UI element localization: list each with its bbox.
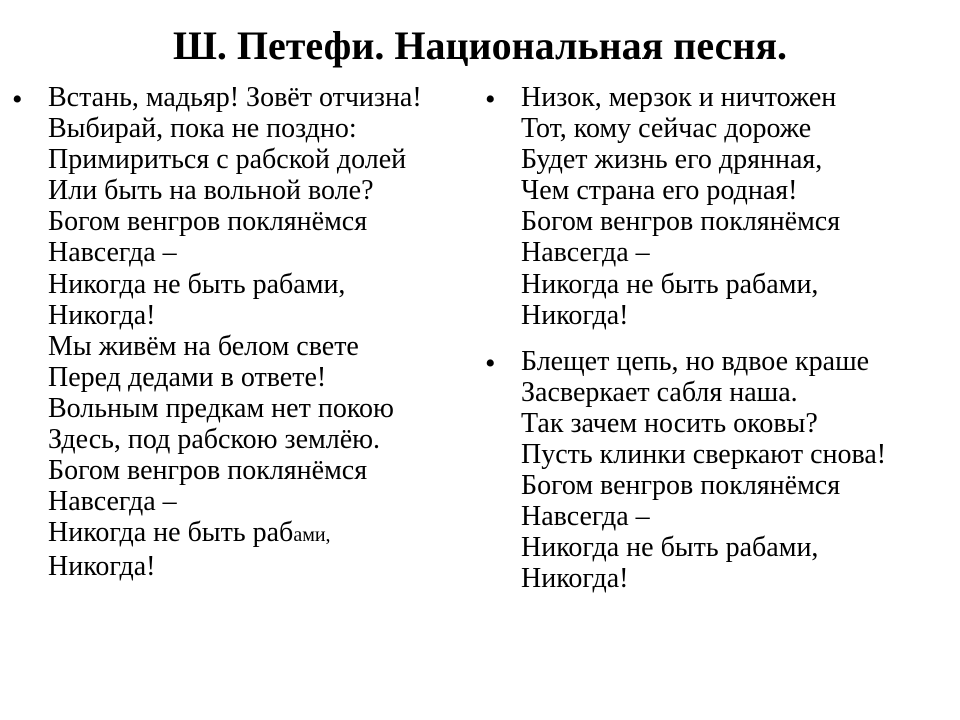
poem-line: Никогда!: [48, 299, 156, 331]
poem-line: Выбирай, пока не поздно:: [48, 113, 357, 145]
poem-line: Тот, кому сейчас дороже: [521, 113, 812, 145]
poem-line: Никогда!: [521, 563, 629, 595]
bullet-icon: •: [12, 83, 23, 116]
right-column: [483, 82, 953, 610]
poem-line: Блещет цепь, но вдвое краше: [521, 345, 870, 377]
poem-line: Так зачем носить оковы?: [521, 407, 818, 439]
poem-line: Богом венгров поклянёмся: [48, 455, 368, 487]
poem-line: Навсегда –: [48, 237, 177, 269]
stanza-right-2: [483, 346, 953, 595]
poem-line: Пусть клинки сверкают снова!: [521, 439, 887, 471]
poem-line: [48, 517, 480, 551]
poem-line: Мы живём на белом свете: [48, 330, 359, 362]
poem-line: Низок, мерзок и ничтожен: [521, 82, 837, 113]
poem-line: Никогда не быть рабами,: [521, 532, 819, 564]
bullet-icon: •: [485, 346, 496, 380]
poem-line: Будет жизнь его дрянная,: [521, 144, 823, 176]
stanza-left-1: [10, 82, 480, 583]
poem-line: Навсегда –: [521, 501, 650, 533]
poem-line: Засверкает сабля наша.: [521, 376, 798, 408]
poem-line: Здесь, под рабскою землёю.: [48, 424, 381, 456]
poem-line: Богом венгров поклянёмся: [521, 470, 841, 502]
poem-line: Богом венгров поклянёмся: [48, 206, 368, 238]
poem-line: Никогда!: [521, 299, 629, 331]
poem-line-main: Никогда не быть раб: [48, 517, 294, 549]
poem-line: Никогда не быть рабами,: [48, 268, 346, 300]
poem-line: Перед дедами в ответе!: [48, 361, 327, 393]
poem-line: Или быть на вольной воле?: [48, 175, 374, 207]
poem-line: Навсегда –: [521, 237, 650, 269]
poem-line: Чем страна его родная!: [521, 175, 798, 207]
stanza-right-1: [483, 82, 953, 331]
poem-line: Вольным предкам нет покою: [48, 392, 394, 424]
poem-line: Примириться с рабской долей: [48, 144, 407, 176]
poem-line: Никогда не быть рабами,: [521, 268, 819, 300]
poem-line: Встань, мадьяр! Зовёт отчизна!: [48, 82, 422, 113]
poem-line-small-tail: ами,: [293, 524, 331, 547]
left-column: [10, 82, 480, 598]
poem-line: Навсегда –: [48, 486, 177, 518]
bullet-icon: •: [485, 83, 496, 116]
slide-title: Ш. Петефи. Национальная песня.: [172, 23, 788, 68]
poem-line: Никогда!: [48, 551, 156, 583]
poem-line: Богом венгров поклянёмся: [521, 206, 841, 238]
